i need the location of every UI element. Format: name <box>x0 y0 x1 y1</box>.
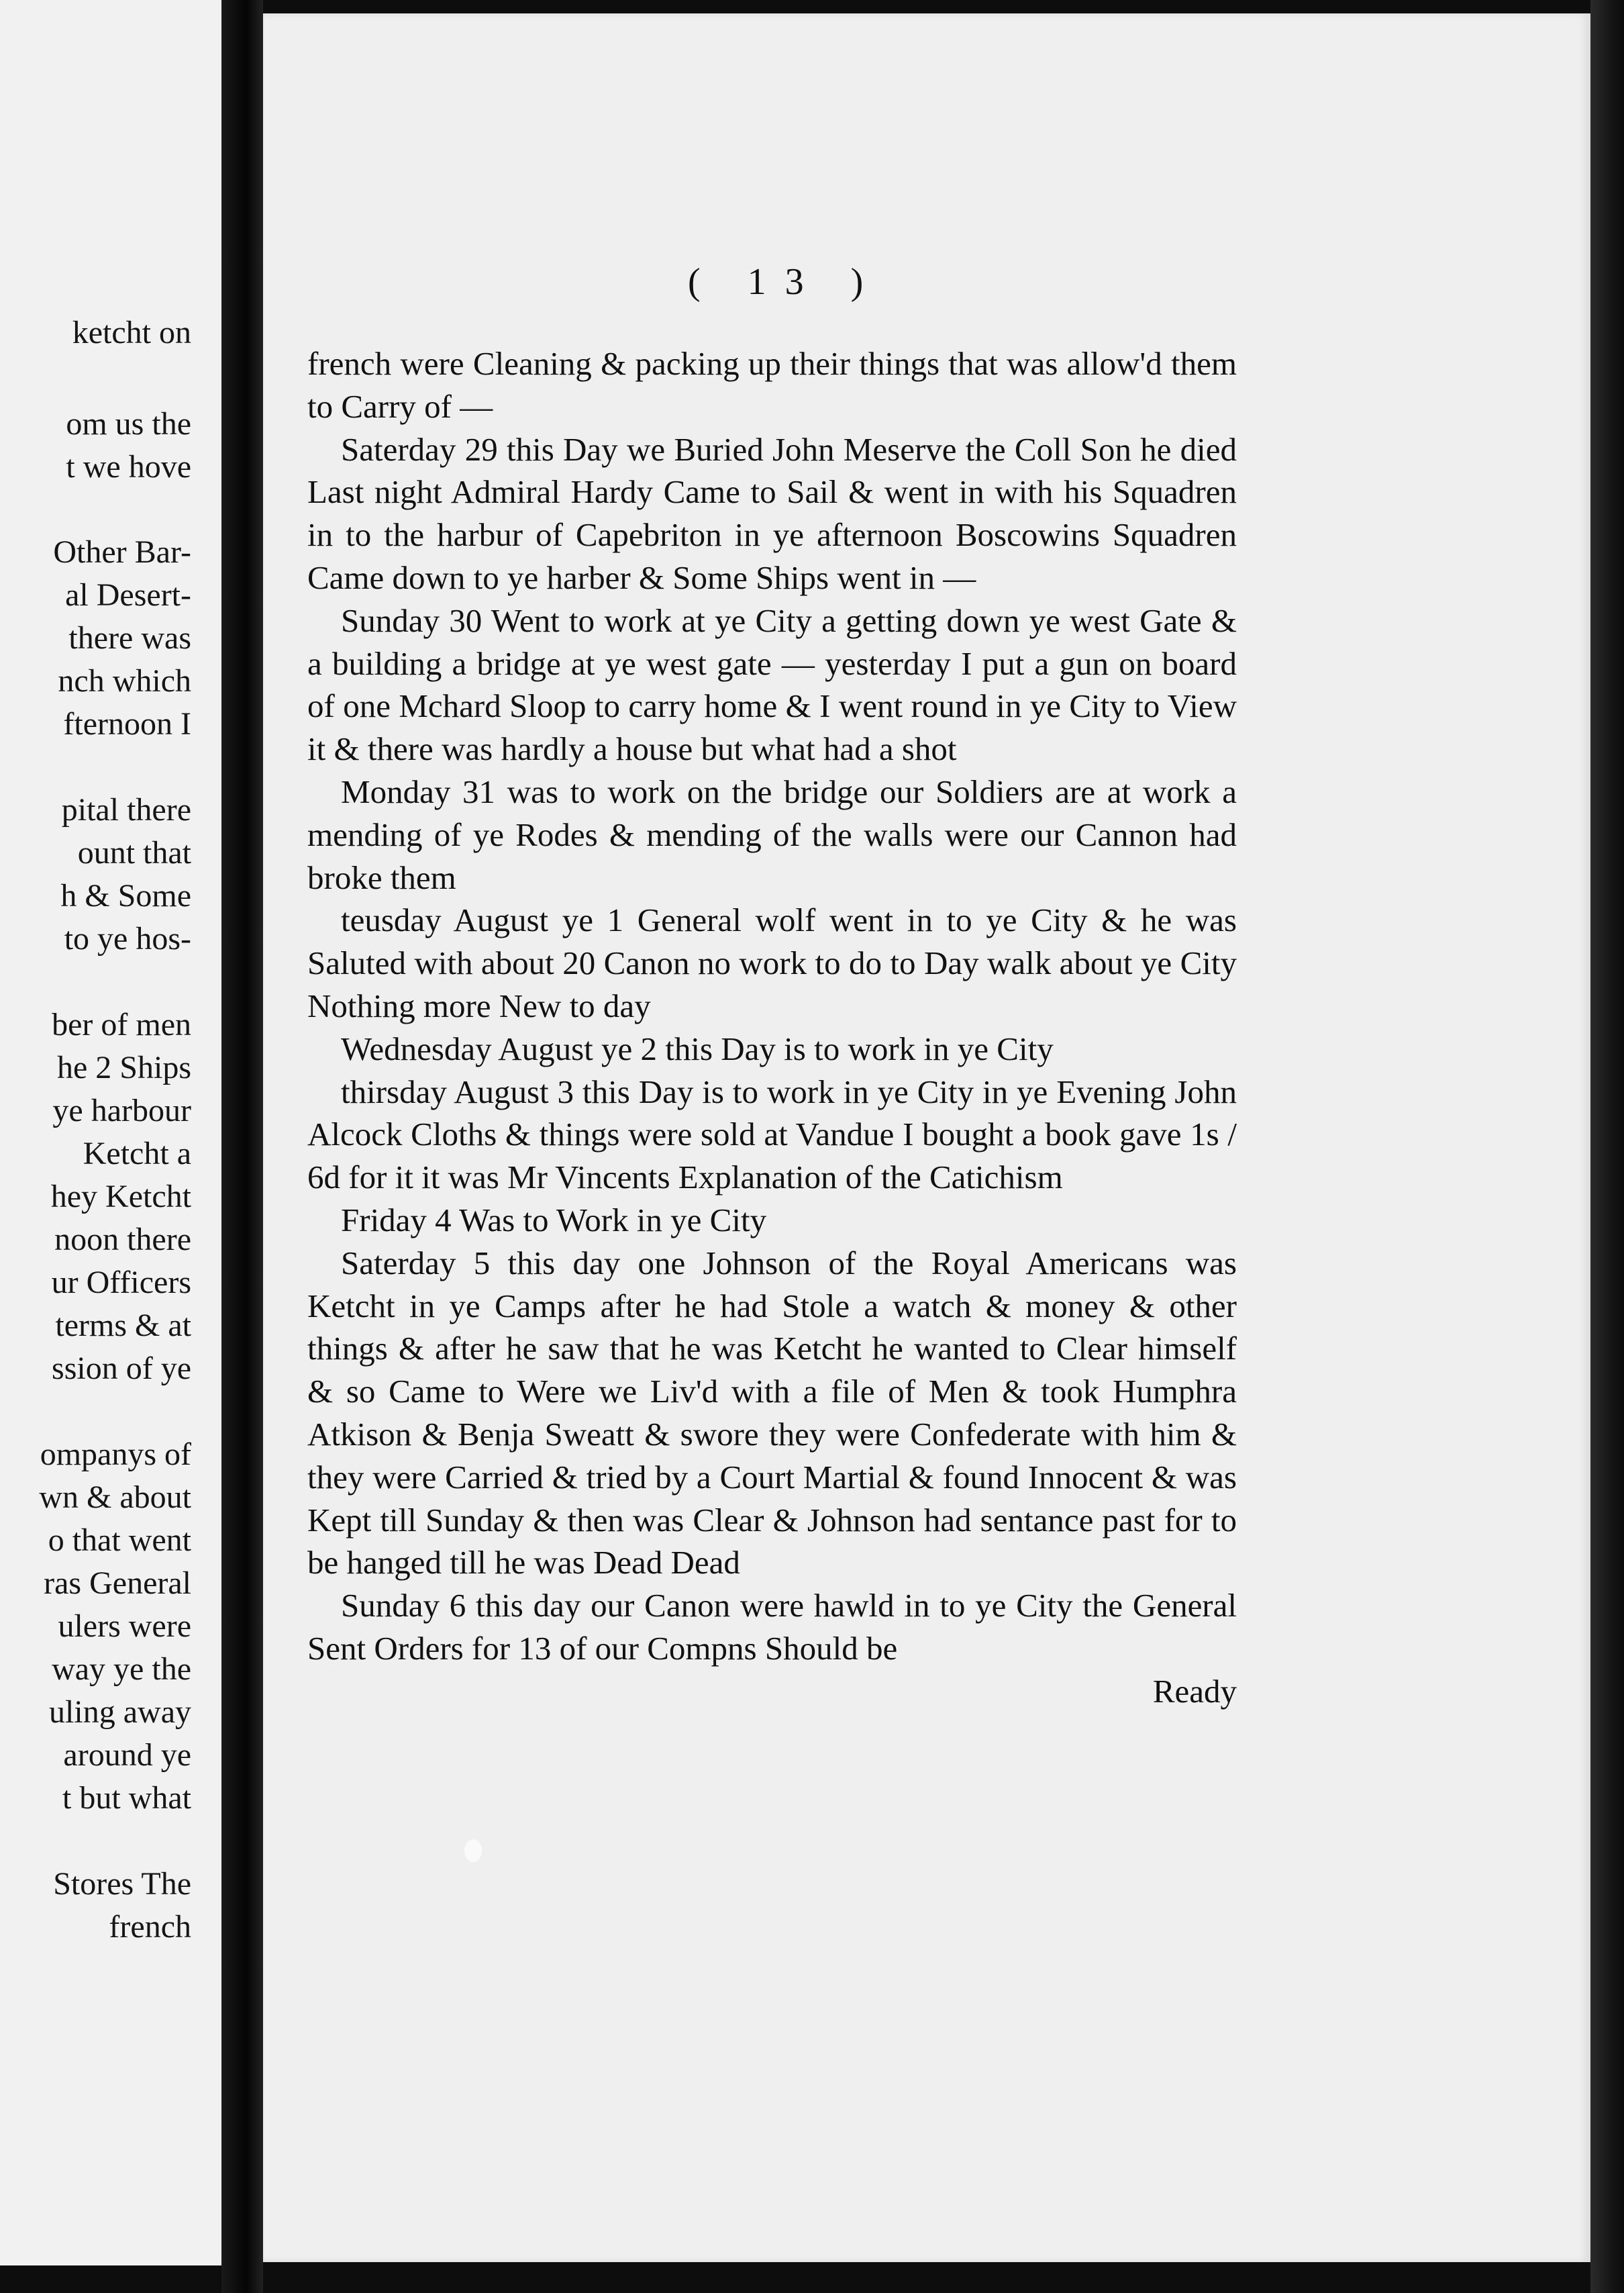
journal-entry: Wednesday August ye 2 this Day is to work in ye City <box>341 1030 1054 1067</box>
facing-line: french <box>109 1909 191 1945</box>
facing-line: ompanys of <box>40 1436 191 1472</box>
journal-entry: Monday 31 was to work on the bridge our Soldiers are at work a mending of ye Rodes & mending of the walls were our Cannon had broke them <box>307 773 1237 896</box>
page-edge-shadow <box>1590 0 1624 2293</box>
facing-line: uling away <box>49 1694 191 1730</box>
facing-line: noon there <box>54 1222 191 1257</box>
paper-blemish <box>464 1839 482 1862</box>
facing-line: Other Bar- <box>53 534 191 570</box>
journal-entry: Saterday 5 this day one Johnson of the Royal Americans was Ketcht in ye Camps after he had Stole a watch & money & other things & after he saw that he was Ketcht he wanted to Clear himself & so Came to Were we Liv'd with a file of Men & took Humphra Atkison & Benja Sweatt & swore they were Confederate with him & they were Carried & tried by a Court Martial & found Innocent & was Kept till Sunday & then was Clear & Johnson had sentance past for to be hanged till he was Dead Dead <box>307 1244 1237 1581</box>
facing-page-fragment <box>0 0 221 2265</box>
journal-entry: Sunday 30 Went to work at ye City a getting down ye west Gate & a building a bridge at ye west gate — yesterday I put a gun on board of one Mchard Sloop to carry home & I went round in ye City to View it & there was hardly a house but what had a shot <box>307 601 1237 768</box>
journal-entry: Sunday 6 this day our Canon were hawld in to ye City the General Sent Orders for 13 of our Compns Should be <box>307 1587 1237 1667</box>
journal-entry: thirsday August 3 this Day is to work in ye City in ye Evening John Alcock Cloths & things were sold at Vandue I bought a book gave 1s / 6d for it it was Mr Vincents Explanation of the Catichism <box>307 1073 1237 1196</box>
journal-entry: Friday 4 Was to Work in ye City <box>341 1201 767 1238</box>
facing-line: hey Ketcht <box>50 1179 191 1214</box>
facing-line: wn & about <box>39 1479 191 1515</box>
facing-line: ount that <box>77 835 191 871</box>
facing-line: there was <box>68 620 191 656</box>
facing-line: fternoon I <box>63 706 191 742</box>
book-gutter <box>221 0 263 2293</box>
paragraph-continuation: french were Cleaning & packing up their things that was allow'd them to Carry of — <box>307 345 1237 425</box>
facing-line: o that went <box>48 1522 191 1558</box>
facing-line: om us the <box>66 406 191 442</box>
facing-line: ye harbour <box>52 1093 191 1128</box>
facing-line: Ketcht a <box>83 1136 191 1171</box>
facing-line: t but what <box>62 1780 191 1816</box>
facing-line: terms & at <box>55 1308 191 1343</box>
facing-line: ssion of ye <box>52 1351 191 1386</box>
facing-line: to ye hos- <box>64 921 191 957</box>
facing-line: pital there <box>61 792 191 828</box>
facing-line: ur Officers <box>51 1265 191 1300</box>
facing-line: ras General <box>44 1565 191 1601</box>
journal-entry: Saterday 29 this Day we Buried John Meserve the Coll Son he died Last night Admiral Hardy Came to Sail & went in with his Squadren in to the harbur of Capebriton in ye afternoon Boscowins Squadren Came down to ye harber & Some Ships went in — <box>307 430 1237 596</box>
facing-line: ulers were <box>58 1608 191 1644</box>
facing-line: way ye the <box>52 1651 191 1687</box>
journal-entry: teusday August ye 1 General wolf went in to ye City & he was Saluted with about 20 Canon no work to do to Day walk about ye City Nothing more New to day <box>307 901 1237 1024</box>
catchword: Ready <box>1152 1672 1237 1710</box>
facing-line: ber of men <box>52 1007 191 1042</box>
facing-line: al Desert- <box>65 577 191 613</box>
facing-line: he 2 Ships <box>56 1050 191 1085</box>
facing-line: ketcht on <box>72 315 191 350</box>
page-number: ( 13 ) <box>688 261 882 303</box>
facing-line: around ye <box>63 1737 191 1773</box>
facing-line: t we hove <box>66 449 191 485</box>
journal-text <box>307 342 1237 1713</box>
facing-line: h & Some <box>60 878 191 914</box>
facing-line: nch which <box>58 663 191 699</box>
facing-line: Stores The <box>53 1866 191 1902</box>
